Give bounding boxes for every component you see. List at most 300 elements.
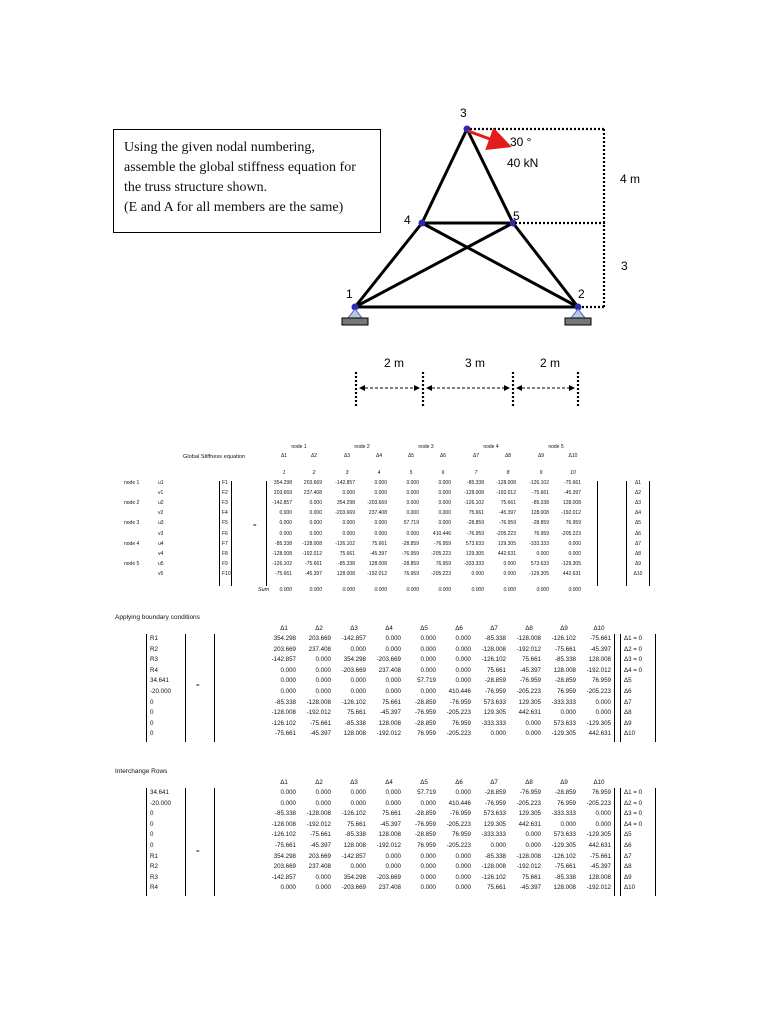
matrix-cell: 129.305 bbox=[465, 550, 484, 557]
matrix-cell: 75.661 bbox=[487, 666, 506, 674]
matrix-cell: -128.008 bbox=[516, 635, 541, 642]
matrix-cell: 128.008 bbox=[343, 842, 366, 849]
delta-header: Δ4 bbox=[385, 625, 393, 632]
matrix-cell: 128.008 bbox=[378, 831, 401, 839]
matrix-cell: -126.102 bbox=[341, 698, 366, 706]
matrix-cell: 0.000 bbox=[309, 530, 322, 537]
delta-header: Δ4 bbox=[385, 779, 393, 786]
displacement-label: Δ4 bbox=[634, 510, 642, 517]
matrix-cell: -75.661 bbox=[564, 480, 581, 486]
matrix-cell: -142.857 bbox=[271, 656, 296, 664]
matrix-cell: 0.000 bbox=[438, 520, 451, 527]
matrix-cell: 128.008 bbox=[368, 560, 387, 567]
matrix-cell: 203.669 bbox=[308, 852, 331, 860]
matrix-cell: 442.631 bbox=[518, 820, 541, 828]
matrix-cell: 75.661 bbox=[382, 698, 401, 706]
global-stiffness-sheet bbox=[0, 436, 768, 596]
matrix-cell: -85.338 bbox=[345, 719, 366, 727]
matrix-cell: 0.000 bbox=[350, 863, 366, 871]
matrix-cell: -205.223 bbox=[446, 709, 471, 717]
delta-header: Δ7 bbox=[490, 779, 498, 786]
matrix-cell: 0.000 bbox=[420, 688, 436, 695]
displacement-cell: Δ2 = 0 bbox=[624, 799, 643, 807]
matrix-cell: -45.397 bbox=[305, 570, 322, 577]
matrix-cell: -126.102 bbox=[464, 500, 484, 507]
matrix-cell: 0.000 bbox=[406, 510, 419, 517]
matrix-cell: 0.000 bbox=[350, 677, 366, 685]
matrix-cell: 76.959 bbox=[592, 789, 611, 796]
delta-header: Δ7 bbox=[490, 625, 498, 632]
matrix-cell: -205.223 bbox=[516, 688, 541, 695]
matrix-cell: 237.408 bbox=[308, 863, 331, 871]
matrix-cell: 76.959 bbox=[452, 831, 471, 839]
matrix-cell: -76.959 bbox=[415, 820, 436, 828]
matrix-cell: 0.000 bbox=[385, 863, 401, 871]
matrix-cell: 0.000 bbox=[315, 656, 331, 664]
bracket-left bbox=[214, 634, 215, 742]
matrix-cell: -128.008 bbox=[496, 480, 516, 486]
matrix-cell: -85.338 bbox=[467, 480, 484, 486]
matrix-cell: -128.008 bbox=[306, 698, 331, 706]
sheet1-title: Global Stiffness equation bbox=[183, 454, 246, 460]
displacement-cell: Δ3 = 0 bbox=[624, 656, 643, 664]
matrix-cell: 0.000 bbox=[406, 500, 419, 507]
column-number: 6 bbox=[441, 470, 445, 476]
node-header: node 4 bbox=[483, 444, 499, 450]
matrix-cell: 0.000 bbox=[342, 530, 355, 537]
matrix-cell: -85.338 bbox=[485, 852, 506, 860]
delta-header: Δ9 bbox=[537, 453, 545, 459]
matrix-cell: 75.661 bbox=[347, 709, 366, 717]
matrix-cell: -203.669 bbox=[376, 873, 401, 881]
matrix-cell: -126.102 bbox=[481, 656, 506, 664]
matrix-cell: 0.000 bbox=[455, 884, 471, 892]
matrix-cell: -203.669 bbox=[341, 884, 366, 892]
matrix-cell: 0.000 bbox=[309, 500, 322, 507]
row-node-label: node 3 bbox=[124, 520, 140, 527]
matrix-cell: -203.669 bbox=[341, 666, 366, 674]
matrix-cell: 129.305 bbox=[483, 820, 506, 828]
matrix-cell: 128.008 bbox=[378, 719, 401, 727]
matrix-cell: 203.669 bbox=[308, 635, 331, 642]
matrix-cell: -192.012 bbox=[376, 730, 401, 738]
load-vector-cell: 34.641 bbox=[150, 789, 169, 796]
matrix-cell: 75.661 bbox=[468, 510, 484, 517]
matrix-cell: -76.959 bbox=[520, 789, 541, 796]
equals-sign: = bbox=[196, 848, 200, 855]
matrix-cell: 0.000 bbox=[420, 799, 436, 807]
span-left-label: 2 m bbox=[384, 356, 405, 370]
matrix-cell: 0.000 bbox=[350, 645, 366, 653]
sum-cell: 0.000 bbox=[536, 587, 549, 593]
displacement-cell: Δ4 = 0 bbox=[624, 666, 643, 674]
load-vector-cell: 0 bbox=[150, 730, 154, 738]
row-dof-label: v4 bbox=[158, 550, 164, 557]
matrix-cell: -126.102 bbox=[272, 560, 292, 567]
matrix-cell: -76.959 bbox=[520, 677, 541, 685]
matrix-cell: -333.333 bbox=[529, 540, 549, 547]
matrix-cell: 0.000 bbox=[438, 510, 451, 517]
matrix-cell: 0.000 bbox=[309, 520, 322, 527]
row-node-label: node 5 bbox=[124, 560, 140, 567]
matrix-cell: 0.000 bbox=[503, 570, 516, 577]
matrix-cell: -126.102 bbox=[335, 540, 355, 547]
displacement-label: Δ5 bbox=[634, 520, 642, 527]
matrix-cell: -126.102 bbox=[529, 480, 549, 486]
sum-cell: 0.000 bbox=[309, 587, 322, 593]
sum-cell: 0.000 bbox=[374, 587, 387, 593]
matrix-cell: -85.338 bbox=[345, 831, 366, 839]
load-vector-cell: R2 bbox=[150, 645, 158, 653]
matrix-cell: -28.859 bbox=[532, 520, 549, 527]
load-vector-cell: -20.000 bbox=[150, 799, 171, 807]
row-force-label: F1 bbox=[222, 480, 228, 486]
matrix-cell: -192.012 bbox=[496, 490, 516, 497]
bracket-left bbox=[146, 788, 147, 896]
matrix-cell: 0.000 bbox=[385, 799, 401, 807]
matrix-cell: 237.408 bbox=[308, 645, 331, 653]
delta-header: Δ6 bbox=[439, 453, 447, 459]
row-dof-label: v5 bbox=[158, 570, 164, 577]
load-vector-cell: R3 bbox=[150, 873, 158, 881]
matrix-cell: 0.000 bbox=[385, 645, 401, 653]
row-force-label: F5 bbox=[222, 520, 228, 527]
matrix-cell: -126.102 bbox=[551, 635, 576, 642]
truss-diagram bbox=[0, 0, 768, 420]
matrix-cell: 0.000 bbox=[280, 666, 296, 674]
matrix-cell: -129.305 bbox=[551, 842, 576, 849]
matrix-cell: -45.397 bbox=[310, 730, 331, 738]
matrix-cell: 76.959 bbox=[557, 688, 576, 695]
displacement-cell: Δ10 bbox=[624, 730, 636, 738]
member-4-3 bbox=[422, 129, 467, 223]
matrix-cell: -85.338 bbox=[485, 635, 506, 642]
displacement-cell: Δ8 bbox=[624, 709, 632, 717]
bracket-right bbox=[185, 634, 186, 742]
matrix-cell: 573.633 bbox=[465, 540, 484, 547]
matrix-cell: 0.000 bbox=[568, 540, 581, 547]
matrix-cell: 0.000 bbox=[315, 677, 331, 685]
matrix-cell: -205.223 bbox=[431, 550, 451, 557]
displacement-label: Δ10 bbox=[633, 570, 643, 577]
row-force-label: F4 bbox=[222, 510, 228, 517]
displacement-cell: Δ8 bbox=[624, 863, 632, 871]
row-dof-label: v3 bbox=[158, 530, 164, 537]
matrix-cell: 0.000 bbox=[595, 698, 611, 706]
matrix-cell: 0.000 bbox=[385, 677, 401, 685]
matrix-cell: 442.631 bbox=[588, 842, 611, 849]
matrix-cell: -203.669 bbox=[335, 510, 355, 517]
delta-header: Δ1 bbox=[280, 453, 288, 459]
matrix-cell: 0.000 bbox=[420, 666, 436, 674]
row-dof-label: u1 bbox=[158, 480, 164, 486]
matrix-cell: -192.012 bbox=[586, 884, 611, 892]
displacement-cell: Δ1 = 0 bbox=[624, 635, 643, 642]
matrix-cell: -333.333 bbox=[464, 560, 484, 567]
matrix-cell: 128.008 bbox=[343, 730, 366, 738]
matrix-cell: -205.223 bbox=[446, 842, 471, 849]
matrix-cell: 0.000 bbox=[525, 831, 541, 839]
sum-cell: 0.000 bbox=[342, 587, 355, 593]
matrix-cell: -75.661 bbox=[532, 490, 549, 497]
column-number: 2 bbox=[312, 470, 316, 476]
load-vector-cell: R1 bbox=[150, 852, 158, 860]
matrix-cell: 75.661 bbox=[522, 873, 541, 881]
matrix-cell: 75.661 bbox=[347, 820, 366, 828]
matrix-cell: -75.661 bbox=[555, 645, 576, 653]
matrix-cell: 0.000 bbox=[374, 480, 387, 486]
node-label-4: 4 bbox=[404, 213, 411, 227]
matrix-cell: -45.397 bbox=[564, 490, 581, 497]
delta-header: Δ8 bbox=[525, 779, 533, 786]
matrix-cell: 0.000 bbox=[455, 635, 471, 642]
matrix-cell: -75.661 bbox=[590, 635, 611, 642]
row-dof-label: v2 bbox=[158, 510, 164, 517]
delta-header: Δ5 bbox=[420, 779, 428, 786]
member-1-5 bbox=[355, 223, 513, 307]
matrix-cell: -192.012 bbox=[367, 570, 387, 577]
matrix-cell: 0.000 bbox=[280, 677, 296, 685]
bracket-right bbox=[597, 481, 598, 586]
load-vector-cell: -20.000 bbox=[150, 688, 171, 695]
matrix-cell: 0.000 bbox=[420, 656, 436, 664]
matrix-cell: 0.000 bbox=[385, 789, 401, 796]
matrix-cell: 0.000 bbox=[438, 480, 451, 486]
displacement-cell: Δ5 bbox=[624, 831, 632, 839]
bracket-left bbox=[214, 788, 215, 896]
matrix-cell: 0.000 bbox=[374, 520, 387, 527]
matrix-cell: -333.333 bbox=[481, 719, 506, 727]
matrix-cell: -28.859 bbox=[555, 789, 576, 796]
span-mid-label: 3 m bbox=[465, 356, 486, 370]
matrix-cell: 0.000 bbox=[406, 530, 419, 537]
matrix-cell: -142.857 bbox=[341, 635, 366, 642]
matrix-cell: -45.397 bbox=[380, 820, 401, 828]
matrix-cell: 129.305 bbox=[483, 709, 506, 717]
matrix-cell: -75.661 bbox=[275, 842, 296, 849]
matrix-cell: 0.000 bbox=[560, 820, 576, 828]
matrix-cell: 0.000 bbox=[315, 799, 331, 807]
matrix-cell: 0.000 bbox=[280, 789, 296, 796]
delta-header: Δ10 bbox=[568, 453, 578, 459]
matrix-cell: 354.298 bbox=[343, 873, 366, 881]
matrix-cell: -192.012 bbox=[516, 645, 541, 653]
problem-line: the truss structure shown. bbox=[124, 180, 268, 195]
matrix-cell: -75.661 bbox=[310, 719, 331, 727]
matrix-cell: -76.959 bbox=[415, 709, 436, 717]
matrix-cell: 442.631 bbox=[562, 570, 581, 577]
matrix-cell: 0.000 bbox=[595, 709, 611, 717]
matrix-cell: 129.305 bbox=[518, 698, 541, 706]
node-label-3: 3 bbox=[460, 106, 467, 120]
displacement-cell: Δ9 bbox=[624, 873, 632, 881]
matrix-cell: 573.633 bbox=[530, 560, 549, 567]
matrix-cell: -28.859 bbox=[485, 789, 506, 796]
delta-header: Δ5 bbox=[420, 625, 428, 632]
bracket-left bbox=[146, 634, 147, 742]
matrix-cell: 128.008 bbox=[336, 570, 355, 577]
matrix-cell: -126.102 bbox=[271, 831, 296, 839]
matrix-cell: -128.008 bbox=[481, 645, 506, 653]
matrix-cell: 0.000 bbox=[455, 645, 471, 653]
matrix-cell: 0.000 bbox=[374, 530, 387, 537]
matrix-cell: 0.000 bbox=[280, 799, 296, 807]
displacement-cell: Δ7 bbox=[624, 852, 632, 860]
matrix-cell: -85.338 bbox=[532, 500, 549, 507]
matrix-cell: 0.000 bbox=[279, 530, 292, 537]
delta-header: Δ2 bbox=[310, 453, 318, 459]
matrix-cell: 0.000 bbox=[438, 500, 451, 507]
matrix-cell: 128.008 bbox=[553, 884, 576, 892]
matrix-cell: -45.397 bbox=[380, 709, 401, 717]
matrix-cell: -76.959 bbox=[485, 799, 506, 807]
support-node-2 bbox=[565, 309, 591, 325]
matrix-cell: 76.959 bbox=[403, 570, 419, 577]
bracket-left bbox=[620, 788, 621, 896]
matrix-cell: 237.408 bbox=[303, 490, 322, 497]
row-dof-label: u4 bbox=[158, 540, 164, 547]
sum-cell: 0.000 bbox=[568, 587, 581, 593]
matrix-cell: 57.719 bbox=[417, 789, 436, 796]
matrix-cell: -76.959 bbox=[450, 698, 471, 706]
matrix-cell: 75.661 bbox=[339, 550, 355, 557]
delta-header: Δ7 bbox=[472, 453, 480, 459]
matrix-cell: -192.012 bbox=[561, 510, 581, 517]
delta-header: Δ9 bbox=[560, 625, 568, 632]
load-vector-cell: 0 bbox=[150, 831, 154, 839]
displacement-cell: Δ6 bbox=[624, 842, 632, 849]
matrix-cell: 442.631 bbox=[518, 709, 541, 717]
displacement-label: Δ7 bbox=[634, 540, 642, 547]
matrix-cell: 0.000 bbox=[420, 863, 436, 871]
displacement-cell: Δ5 bbox=[624, 677, 632, 685]
matrix-cell: -45.397 bbox=[520, 666, 541, 674]
node-header: node 3 bbox=[418, 444, 434, 450]
delta-header: Δ8 bbox=[525, 625, 533, 632]
matrix-cell: 75.661 bbox=[487, 884, 506, 892]
matrix-cell: 0.000 bbox=[455, 656, 471, 664]
load-vector-cell: 0 bbox=[150, 719, 154, 727]
equals-sign: = bbox=[253, 523, 257, 529]
displacement-cell: Δ1 = 0 bbox=[624, 789, 643, 796]
matrix-cell: 0.000 bbox=[420, 645, 436, 653]
matrix-cell: -75.661 bbox=[590, 852, 611, 860]
matrix-cell: 128.008 bbox=[588, 873, 611, 881]
bracket-right bbox=[649, 481, 650, 586]
matrix-cell: 0.000 bbox=[315, 884, 331, 892]
matrix-cell: -76.959 bbox=[434, 540, 451, 547]
matrix-cell: -142.857 bbox=[271, 873, 296, 881]
matrix-cell: 0.000 bbox=[279, 510, 292, 517]
matrix-cell: 0.000 bbox=[595, 810, 611, 818]
member-1-4 bbox=[355, 223, 422, 307]
matrix-cell: 0.000 bbox=[525, 842, 541, 849]
displacement-cell: Δ2 = 0 bbox=[624, 645, 643, 653]
matrix-cell: 0.000 bbox=[342, 520, 355, 527]
matrix-cell: 0.000 bbox=[438, 490, 451, 497]
matrix-cell: 573.633 bbox=[483, 810, 506, 818]
displacement-cell: Δ3 = 0 bbox=[624, 810, 643, 818]
load-vector-cell: R3 bbox=[150, 656, 158, 664]
matrix-cell: -128.008 bbox=[516, 852, 541, 860]
matrix-cell: 0.000 bbox=[455, 873, 471, 881]
matrix-cell: -75.661 bbox=[555, 863, 576, 871]
matrix-cell: -45.397 bbox=[310, 842, 331, 849]
span-right-label: 2 m bbox=[540, 356, 561, 370]
matrix-cell: 57.719 bbox=[417, 677, 436, 685]
node-label-1: 1 bbox=[346, 287, 353, 301]
load-vector-cell: 0 bbox=[150, 698, 154, 706]
delta-header: Δ6 bbox=[455, 779, 463, 786]
matrix-cell: 0.000 bbox=[455, 677, 471, 685]
matrix-cell: 0.000 bbox=[279, 520, 292, 527]
load-vector-cell: 0 bbox=[150, 842, 154, 849]
matrix-cell: -129.305 bbox=[586, 831, 611, 839]
matrix-cell: -45.397 bbox=[499, 510, 516, 517]
matrix-cell: 0.000 bbox=[503, 560, 516, 567]
matrix-cell: 237.408 bbox=[368, 510, 387, 517]
matrix-cell: -28.859 bbox=[555, 677, 576, 685]
matrix-cell: -203.669 bbox=[367, 500, 387, 507]
column-number: 7 bbox=[474, 470, 478, 476]
matrix-cell: 0.000 bbox=[455, 666, 471, 674]
matrix-cell: 76.959 bbox=[452, 719, 471, 727]
matrix-cell: 203.669 bbox=[303, 480, 322, 486]
matrix-cell: 76.959 bbox=[435, 560, 451, 567]
problem-line: (E and A for all members are the same) bbox=[124, 200, 344, 215]
matrix-cell: -142.857 bbox=[335, 480, 355, 486]
matrix-cell: -192.012 bbox=[306, 820, 331, 828]
matrix-cell: -192.012 bbox=[306, 709, 331, 717]
matrix-cell: -85.338 bbox=[555, 873, 576, 881]
delta-header: Δ2 bbox=[315, 779, 323, 786]
matrix-cell: -128.008 bbox=[271, 709, 296, 717]
truss-members bbox=[355, 129, 578, 307]
matrix-cell: -126.102 bbox=[341, 810, 366, 818]
row-force-label: F10 bbox=[222, 570, 231, 577]
matrix-cell: -76.959 bbox=[485, 688, 506, 695]
matrix-cell: -333.333 bbox=[551, 810, 576, 818]
matrix-cell: 0.000 bbox=[385, 852, 401, 860]
matrix-cell: -45.397 bbox=[370, 550, 387, 557]
matrix-cell: -205.223 bbox=[431, 570, 451, 577]
matrix-cell: 0.000 bbox=[350, 799, 366, 807]
matrix-cell: 203.669 bbox=[273, 490, 292, 497]
matrix-cell: -128.008 bbox=[464, 490, 484, 497]
matrix-cell: -85.338 bbox=[275, 698, 296, 706]
delta-header: Δ1 bbox=[280, 625, 288, 632]
problem-line: Using the given nodal numbering, bbox=[124, 140, 315, 155]
bracket-left bbox=[626, 481, 627, 586]
node-label-5: 5 bbox=[513, 209, 520, 223]
matrix-cell: 0.000 bbox=[455, 863, 471, 871]
matrix-cell: -203.669 bbox=[376, 656, 401, 664]
matrix-cell: 573.633 bbox=[553, 719, 576, 727]
delta-header: Δ8 bbox=[504, 453, 512, 459]
matrix-cell: -333.333 bbox=[551, 698, 576, 706]
matrix-cell: 410.446 bbox=[432, 530, 451, 537]
row-dof-label: u2 bbox=[158, 500, 164, 507]
displacement-label: Δ9 bbox=[634, 560, 642, 567]
matrix-cell: -28.859 bbox=[402, 560, 419, 567]
delta-header: Δ5 bbox=[407, 453, 415, 459]
matrix-cell: -75.661 bbox=[310, 831, 331, 839]
matrix-cell: 76.959 bbox=[417, 842, 436, 849]
matrix-cell: -205.223 bbox=[586, 688, 611, 695]
delta-header: Δ3 bbox=[350, 779, 358, 786]
sheet3-title: Interchange Rows bbox=[115, 768, 168, 775]
matrix-cell: 354.298 bbox=[273, 635, 296, 642]
